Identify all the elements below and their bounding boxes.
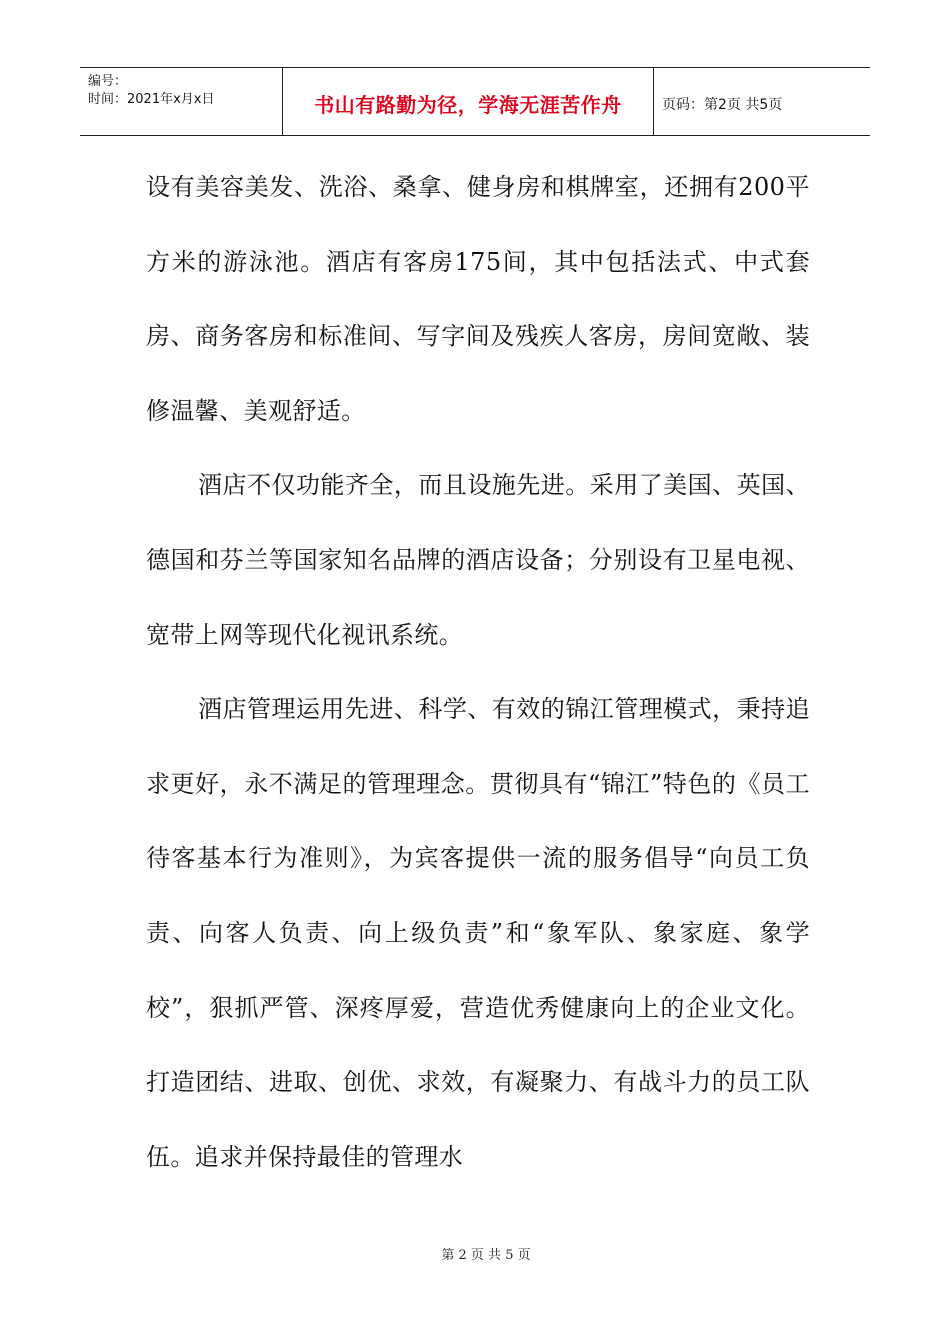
document-body (146, 150, 810, 1194)
page-footer: 第 2 页 共 5 页 (441, 1248, 531, 1263)
paragraph: 酒店不仅功能齐全，而且设施先进。采用了美国、英国、德国和芬兰等国家知名品牌的酒店设备；分别设有卫星电视、宽带上网等现代化视讯系统。 (146, 471, 810, 649)
document-number: 编号： (88, 74, 128, 89)
document-date: 时间：2021年x月x日 (88, 92, 215, 107)
header-meta (80, 68, 283, 135)
header-motto: 书山有路勤为径，学海无涯苦作舟 (283, 68, 654, 135)
page-header (80, 67, 870, 136)
header-page-code: 页码：第2页 共5页 (662, 96, 783, 113)
paragraph: 酒店管理运用先进、科学、有效的锦江管理模式，秉持追求更好，永不满足的管理理念。贯彻具有“锦江”特色的《员工待客基本行为准则》，为宾客提供一流的服务倡导“向员工负责、向客人负责、向上级负责”和“象军队、象家庭、象学校”，狠抓严管、深疼厚爱，营造优秀健康向上的企业文化。打造团结、进取、创优、求效，有凝聚力、有战斗力的员工队伍。追求并保持最佳的管理水 (146, 695, 810, 1171)
paragraph: 设有美容美发、洗浴、桑拿、健身房和棋牌室，还拥有200平方米的游泳池。酒店有客房175间，其中包括法式、中式套房、商务客房和标准间、写字间及残疾人客房，房间宽敞、装修温馨、美观舒适。 (146, 173, 810, 425)
